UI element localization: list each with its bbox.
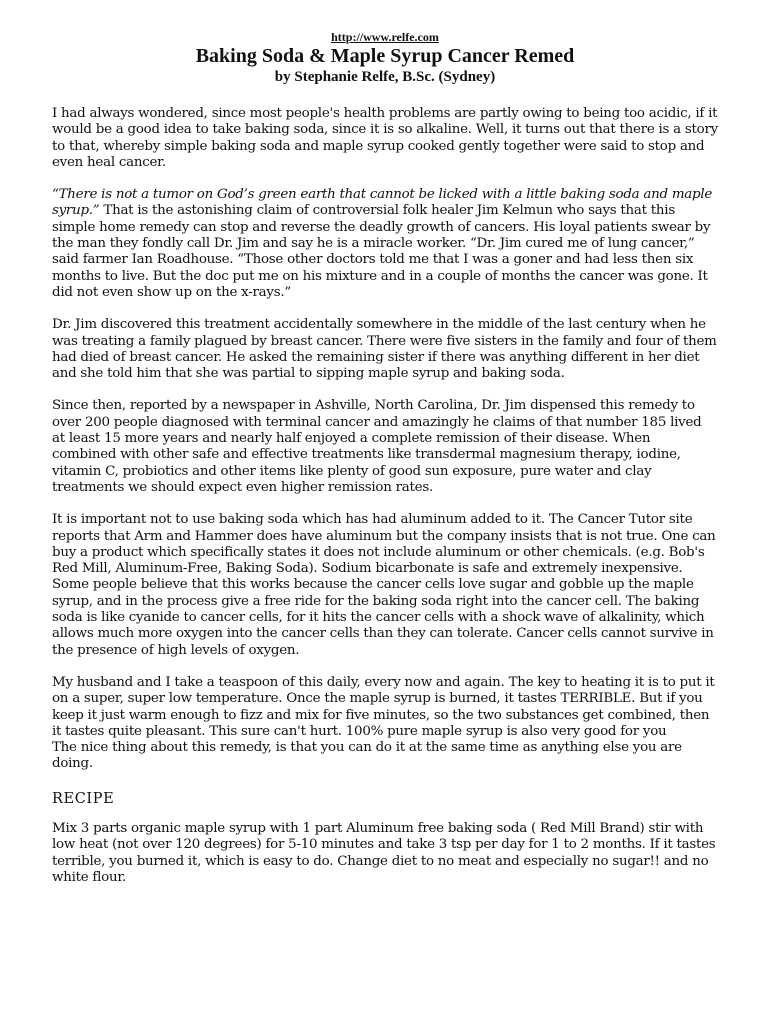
quote-continuation: That is the astonishing claim of controversial folk healer Jim Kelmun who says that this simple home remedy can stop and reverse the deadly growth of cancers. His loyal patients swear by the man they fondly call Dr. Jim and say he is a miracle worker. “Dr. Jim cured me of lung cancer,” said farmer Ian Roadhouse. “Those other doctors told me that I was a goner and had less then six months to live. But the doc put me on his mixture and in a couple of months the cancer was gone. It did not even show up on the x-rays.” <box>52 203 711 300</box>
paragraph-personal: My husband and I take a teaspoon of this daily, every now and again. The key to heating it is to put it on a super, super low temperature. Once the maple syrup is burned, it tastes TERRIBLE. But if you keep it just warm enough to fizz and mix for five minutes, so the two substances get combined, then it tastes quite pleasant. This sure can't hurt. 100% pure maple syrup is also very good for you <box>52 674 715 739</box>
article-body <box>52 106 718 886</box>
author-byline: by Stephanie Relfe, B.Sc. (Sydney) <box>274 69 496 85</box>
document-page <box>52 30 718 902</box>
page-title: Baking Soda & Maple Syrup Cancer Remed <box>195 45 575 67</box>
paragraph-aluminum: It is important not to use baking soda which has had aluminum added to it. The Cancer Tutor site reports that Arm and Hammer does have aluminum but the company insists that is not true. One can buy a product which specifically states it does not include aluminum or other chemicals. (e.g. Bob's Red Mill, Aluminum-Free, Baking Soda). Sodium bicarbonate is safe and extremely inexpensive. <box>52 512 716 577</box>
paragraph-results: Since then, reported by a newspaper in Ashville, North Carolina, Dr. Jim dispensed this remedy to over 200 people diagnosed with terminal cancer and amazingly he claims of that number 185 lived at least 15 more years and nearly half enjoyed a complete remission of their disease. When combined with other safe and effective treatments like transdermal magnesium therapy, iodine, vitamin C, probiotics and other items like plenty of good sun exposure, pure water and clay treatments we should expect even higher remission rates. <box>52 398 702 495</box>
paragraph-intro: I had always wondered, since most people's health problems are partly owing to being too acidic, if it would be a good idea to take baking soda, since it is so alkaline. Well, it turns out that there is a story to that, whereby simple baking soda and maple syrup cooked gently together were said to stop and even heal cancer. <box>52 106 718 170</box>
quote-text: “There is not a tumor on God’s green earth that cannot be licked with a little baking soda and maple syrup.” <box>52 187 713 219</box>
source-url-link[interactable]: http://www.relfe.com <box>331 30 439 44</box>
recipe-heading: RECIPE <box>52 790 115 807</box>
paragraph-discovery: Dr. Jim discovered this treatment accidentally somewhere in the middle of the last century when he was treating a family plagued by breast cancer. There were five sisters in the family and four of them had died of breast cancer. He asked the remaining sister if there was anything different in her diet and she told him that she was partial to sipping maple syrup and baking soda. <box>52 317 717 382</box>
paragraph-convenience: The nice thing about this remedy, is that you can do it at the same time as anything else you are doing. <box>52 740 682 772</box>
document-header <box>52 30 718 86</box>
recipe-text: Mix 3 parts organic maple syrup with 1 part Aluminum free baking soda ( Red Mill Brand) stir with low heat (not over 120 degrees) for 5-10 minutes and take 3 tsp per day for 1 to 2 months. If it tastes terrible, you burned it, which is easy to do. Change diet to no meat and especially no sugar!! and no white flour. <box>52 820 716 885</box>
paragraph-quote <box>52 187 718 301</box>
paragraph-mechanism: Some people believe that this works because the cancer cells love sugar and gobble up the maple syrup, and in the process give a free ride for the baking soda right into the cancer cell. The baking soda is like cyanide to cancer cells, for it hits the cancer cells with a shock wave of alkalinity, which allows much more oxygen into the cancer cells than they can tolerate. Cancer cells cannot survive in the presence of high levels of oxygen. <box>52 577 714 658</box>
